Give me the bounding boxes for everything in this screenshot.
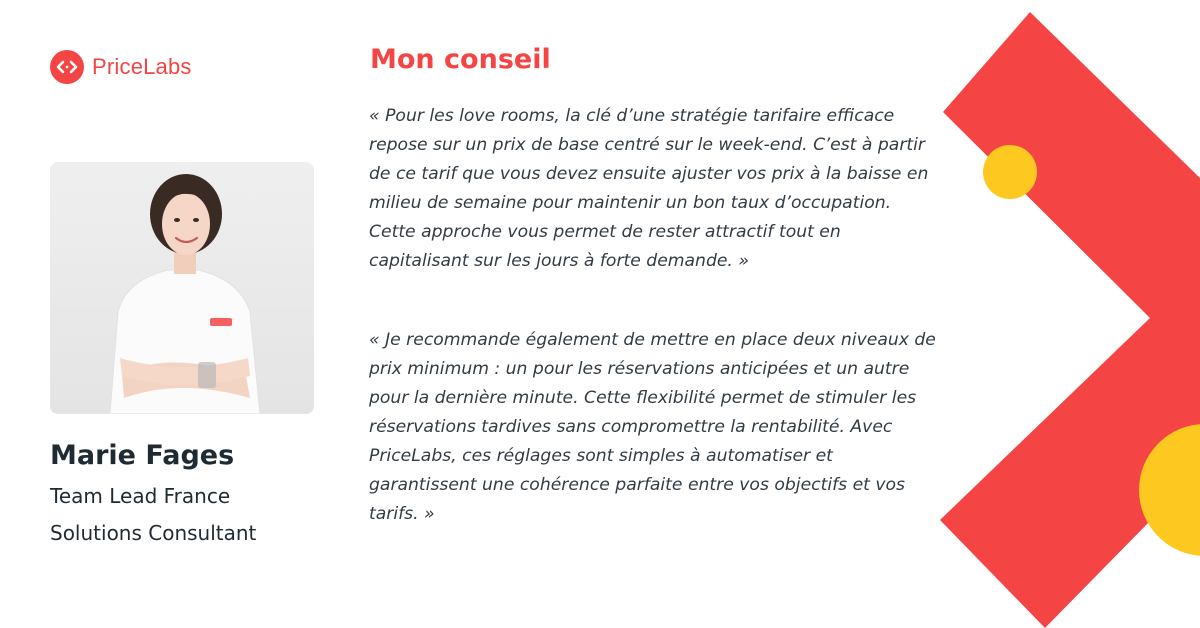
yellow-circle-small: [983, 145, 1037, 199]
section-heading: Mon conseil: [370, 44, 551, 75]
person-role-subtitle: Solutions Consultant: [50, 521, 257, 545]
person-role-title: Team Lead France: [50, 484, 231, 508]
person-name: Marie Fages: [50, 440, 235, 471]
quote-paragraph-1: « Pour les love rooms, la clé d’une stratégie tarifaire efficace repose sur un prix de base centré sur le week-end. C’est à partir de ce tarif que vous devez ensuite ajuster vos prix à la baisse en milieu de semaine pour maintenir un bon taux d’occupation. Cette approche vous permet de rester attractif tout en capitalisant sur les jours à forte demande. »: [369, 106, 929, 271]
portrait-photo: [50, 162, 314, 414]
quote-paragraph-2: « Je recommande également de mettre en place deux niveaux de prix minimum : un pour les réservations anticipées et un autre pour la dernière minute. Cette flexibilité permet de stimuler les réservations tardives sans compromettre la rentabilité. Avec PriceLabs, ces réglages sont simples à automatiser et garantissent une cohérence parfaite entre vos objectifs et vos tarifs. »: [369, 330, 936, 524]
brand-name: PriceLabs: [92, 54, 192, 79]
pricelabs-logo-icon: [50, 50, 84, 84]
pricelabs-logo: [50, 50, 192, 84]
